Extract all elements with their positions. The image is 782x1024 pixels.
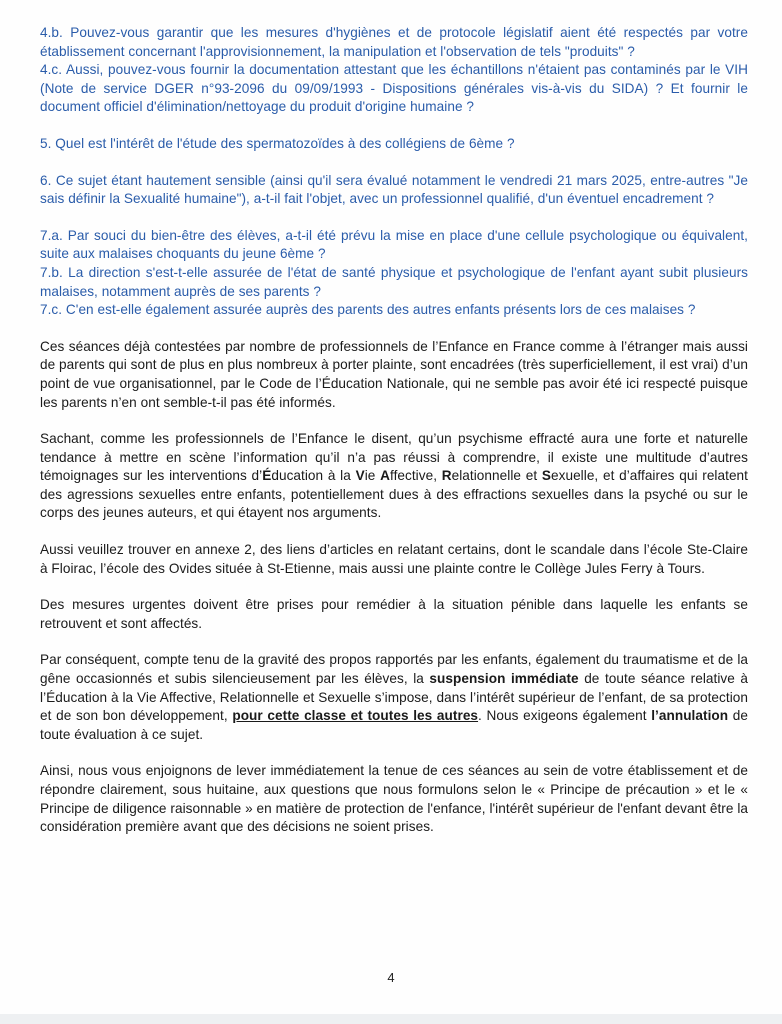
body-paragraph-3: Aussi veuillez trouver en annexe 2, des liens d’articles en relatant certains, dont le scandale dans l’école Ste-Claire à Floirac, l’école des Ovides située à St-Etienne, mais aussi une plainte contre le Collège Jules Ferry à Tours. bbox=[40, 542, 748, 576]
body-paragraph-5 bbox=[40, 651, 748, 744]
text-run: Sachant, comme les professionnels de l’Enfance le disent, qu’un psychisme effracté aura une forte et naturelle tendance à mettre en scène l’information qu’il n’a pas réussi à comprendre, il existe une multitude d’autres témoignages sur les interventions d’ bbox=[40, 431, 748, 484]
emphasis-all-classes: pour cette classe et toutes les autres bbox=[232, 708, 479, 724]
question-7a: 7.a. Par souci du bien-être des élèves, a-t-il été prévu la mise en place d'une cellule psychologique ou équivalent, suite aux malaises choquants du jeune 6ème ? bbox=[40, 227, 748, 262]
body-paragraph-2 bbox=[40, 430, 748, 523]
spacer bbox=[40, 209, 748, 227]
acronym-letter-a: A bbox=[380, 468, 390, 484]
spacer bbox=[40, 412, 748, 430]
spacer bbox=[40, 633, 748, 651]
question-4b: 4.b. Pouvez-vous garantir que les mesures d'hygiènes et de protocole législatif aient été respectés par votre établissement concernant l'approvisionnement, la manipulation et l'observation de tels "produits" ? bbox=[40, 25, 748, 59]
question-5: 5. Quel est l'intérêt de l'étude des spermatozoïdes à des collégiens de 6ème ? bbox=[40, 135, 515, 151]
body-paragraph-6: Ainsi, nous vous enjoignons de lever immédiatement la tenue de ces séances au sein de votre établissement et de répondre clairement, sous huitaine, aux questions que nous formulons selon le « Principe de précaution » et le « Principe de diligence raisonnable » en matière de protection de l'enfance, l'intérêt supérieur de l'enfant devant être la considération première avant que des décisions ne soient prises. bbox=[40, 763, 748, 835]
spacer bbox=[40, 154, 748, 172]
question-4c: 4.c. Aussi, pouvez-vous fournir la documentation attestant que les échantillons n'étaient pas contaminés par le VIH (Note de service DGER n°93-2096 du 09/09/1993 - Dispositions générales vis-à-vis du SIDA) ? Et fournir le document officiel d'élimination/nettoyage du produit d'origine humaine ? bbox=[40, 62, 748, 115]
emphasis-cancellation: l’annulation bbox=[651, 708, 729, 724]
question-7b: 7.b. La direction s'est-t-elle assurée de l'état de santé physique et psychologique de l'enfant ayant subit plusieurs malaises, notamment auprès de ses parents ? bbox=[40, 264, 748, 299]
spacer bbox=[40, 117, 748, 135]
page-bottom-edge bbox=[0, 1014, 782, 1024]
spacer bbox=[40, 744, 748, 762]
text-run: de toute évaluation à ce sujet. bbox=[40, 708, 748, 742]
text-run: exuelle, et d’affaires qui relatent des agressions sexuelles entre enfants, potentiellement dues à des effractions sexuelles dans la psyché ou sur le corps des jeunes auteurs, et qui étayent nos arguments. bbox=[40, 468, 748, 521]
acronym-letter-s: S bbox=[541, 468, 551, 484]
acronym-letter-r: R bbox=[441, 468, 452, 484]
text-run: ie bbox=[364, 468, 381, 484]
text-run: . Nous exigeons également bbox=[478, 708, 652, 724]
spacer bbox=[40, 578, 748, 596]
question-7c: 7.c. C'en est-elle également assurée auprès des parents des autres enfants présents lors de ces malaises ? bbox=[40, 302, 696, 318]
text-run: Par conséquent, compte tenu de la gravité des propos rapportés par les enfants, également du traumatisme et de la gêne occasionnés et subis silencieusement par les élèves, la bbox=[40, 652, 748, 687]
text-run: de toute séance relative à l’Éducation à la Vie Affective, Relationnelle et Sexuelle s’impose, dans l’intérêt supérieur de l’enfant, de sa protection et de son bon développement, bbox=[40, 671, 748, 724]
page-number: 4 bbox=[387, 970, 395, 985]
text-run: ducation à la bbox=[271, 468, 356, 484]
page-content bbox=[40, 24, 748, 837]
question-6: 6. Ce sujet étant hautement sensible (ainsi qu'il sera évalué notamment le vendredi 21 mars 2025, entre-autres "Je sais définir la Sexualité humaine"), a-t-il fait l'objet, avec un professionnel qualifié, d'un éventuel encadrement ? bbox=[40, 172, 748, 207]
acronym-letter-e: É bbox=[262, 468, 272, 484]
body-paragraph-4: Des mesures urgentes doivent être prises pour remédier à la situation pénible dans laquelle les enfants se retrouvent et sont affectés. bbox=[40, 597, 748, 631]
spacer bbox=[40, 320, 748, 338]
acronym-letter-v: V bbox=[355, 468, 365, 484]
spacer bbox=[40, 523, 748, 541]
text-run: ffective, bbox=[389, 468, 442, 484]
emphasis-suspension: suspension immédiate bbox=[429, 671, 579, 687]
text-run: elationnelle et bbox=[451, 468, 542, 484]
body-paragraph-1: Ces séances déjà contestées par nombre de professionnels de l’Enfance en France comme à l’étranger mais aussi de parents qui sont de plus en plus nombreux à porter plainte, sont encadrées (très superficiellement, il est vrai) d’un point de vue organisationnel, par le Code de l’Éducation Nationale, qui ne semble pas avoir été ici respecté puisque les parents n’en ont semble-t-il pas été informés. bbox=[40, 338, 748, 410]
